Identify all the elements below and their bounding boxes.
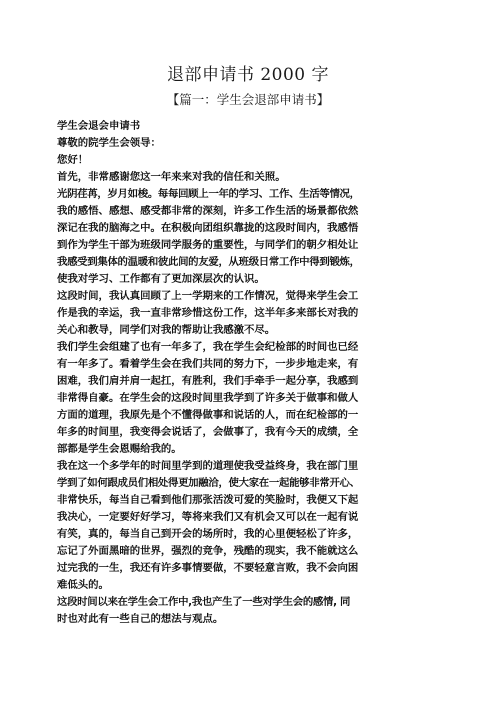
- document-subtitle: 【篇一：学生会退部申请书】: [166, 92, 330, 107]
- body-line: 时也对此有一些自己的想法与观点。: [57, 613, 224, 625]
- body-line: 我的感悟、感想、感受都非常的深刻，许多工作生活的场景都依然: [57, 205, 359, 217]
- body-line: 方面的道理，我原先是个不懂得做事和说话的人，而在纪检部的一: [57, 409, 359, 421]
- body-line: 我感受到集体的温暖和彼此间的友爱，从班级日常工作中得到锻炼，: [57, 256, 360, 268]
- body-line: 有笑，真的，每当自己到开会的场所时，我的心里便轻松了许多，: [57, 528, 359, 540]
- body-line: 作是我的幸运，我一直非常珍惜这份工作，这半年多来部长对我的: [57, 307, 359, 319]
- body-line: 困难，我们肩并肩一起扛，有胜利，我们手牵手一起分享，我感到: [57, 375, 359, 387]
- body-line: 学生会退会申请书: [57, 120, 141, 132]
- body-line: 非常快乐，每当自己看到他们那张活泼可爱的笑脸时，我便又下起: [57, 494, 359, 506]
- document-body: [57, 118, 437, 628]
- body-line: 这段时间以来在学生会工作中,我也产生了一些对学生会的感情, 同: [57, 596, 351, 608]
- body-line: 这段时间，我认真回顾了上一学期来的工作情况，觉得来学生会工: [57, 290, 359, 302]
- body-line: 使我对学习、工作都有了更加深层次的认识。: [57, 273, 265, 285]
- body-line: 光阴荏苒，岁月如梭。每每回顾上一年的学习、工作、生活等情况，: [57, 188, 360, 200]
- body-line: 我决心，一定要好好学习，等将来我们又有机会又可以在一起有说: [57, 511, 359, 523]
- body-line: 过完我的一生，我还有许多事情要做，不要轻意言败，我不会向困: [57, 562, 359, 574]
- body-line: 深记在我的脑海之中。在积极向团组织靠拢的这段时间内，我感悟: [57, 222, 359, 234]
- body-line: 我们学生会组建了也有一年多了，我在学生会纪检部的时间也已经: [57, 341, 359, 353]
- body-line: 有一年多了。看着学生会在我们共同的努力下，一步步地走来，有: [57, 358, 359, 370]
- body-line: 我在这一个多学年的时间里学到的道理使我受益终身，我在部门里: [57, 460, 359, 472]
- body-line: 非常得自豪。在学生会的这段时间里我学到了许多关于做事和做人: [57, 392, 359, 404]
- body-line: 关心和教导，同学们对我的帮助让我感激不尽。: [57, 324, 276, 336]
- document-title: 退部申请书 2000 字: [166, 65, 330, 85]
- body-line: 忘记了外面黑暗的世界，强烈的竞争，残酷的现实，我不能就这么: [57, 545, 359, 557]
- body-line: 尊敬的院学生会领导：: [57, 137, 161, 149]
- body-line: 学到了如何跟成员们相处得更加融洽，使大家在一起能够非常开心、: [57, 477, 360, 489]
- body-line: 您好！: [57, 154, 89, 166]
- body-line: 首先，非常感谢您这一年来来对我的信任和关照。: [57, 171, 286, 183]
- body-line: 到作为学生干部为班级同学服务的重要性，与同学们的朝夕相处让: [57, 239, 359, 251]
- body-line: 部都是学生会恩赐给我的。: [57, 443, 182, 455]
- body-line: 年多的时间里，我变得会说话了，会做事了，我有今天的成绩，全: [57, 426, 359, 438]
- body-line: 难低头的。: [57, 579, 109, 591]
